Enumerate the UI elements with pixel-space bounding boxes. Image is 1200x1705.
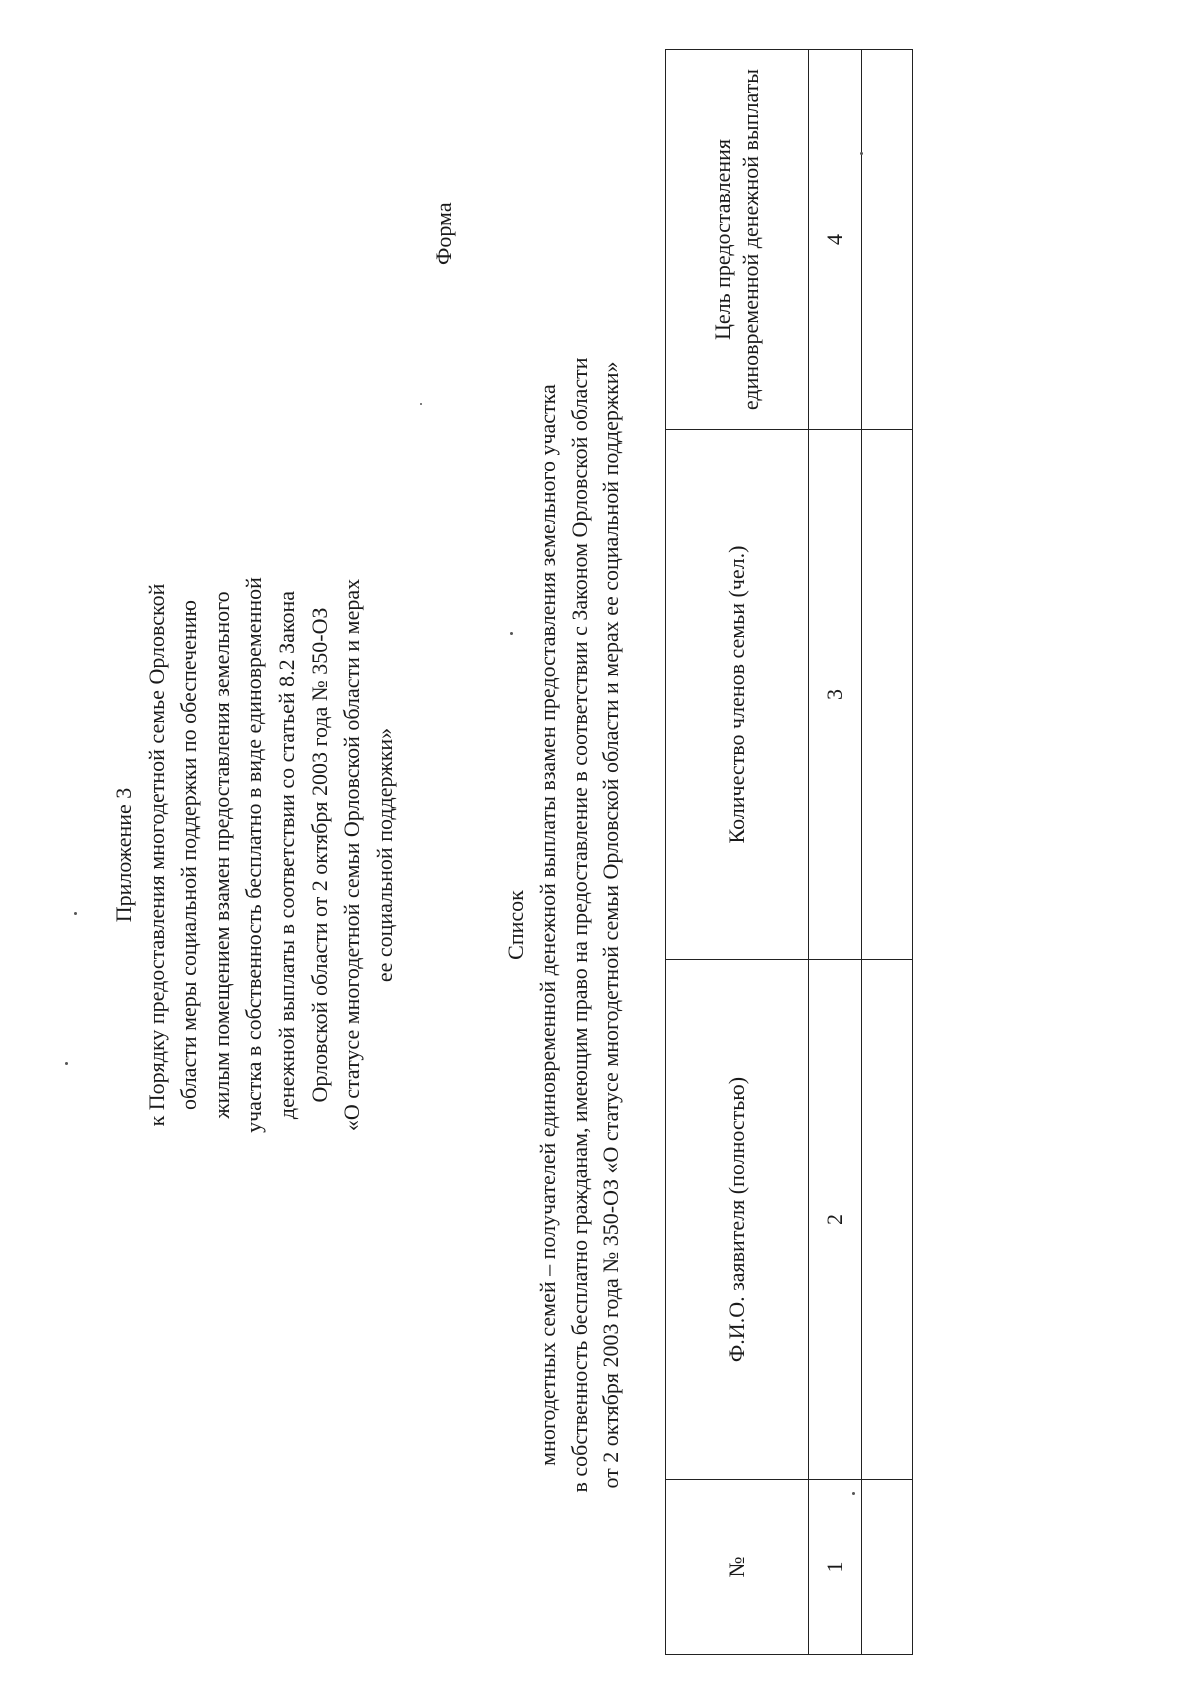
appendix-line: жилым помещением взамен предоставления земельного	[208, 591, 234, 1119]
list-description-line: в собственность бесплатно гражданам, имеющим право на предоставление в соответствии с Законом Орловской области	[566, 357, 592, 1493]
form-label: Форма	[431, 202, 456, 265]
appendix-line: к Порядку предоставления многодетной семье Орловской	[143, 583, 169, 1127]
list-description-line: многодетных семей – получателей единовременной денежной выплаты взамен предоставления земельного участка	[534, 384, 560, 1466]
header-applicant-name: Ф.И.О. заявителя (полностью)	[666, 960, 809, 1480]
table-header-row	[666, 50, 809, 1655]
empty-cell	[862, 960, 913, 1480]
column-numbers-row	[809, 50, 862, 1655]
column-number: 2	[809, 960, 862, 1480]
recipients-table	[665, 49, 913, 1655]
list-heading	[500, 205, 627, 1645]
scan-speck	[860, 152, 863, 155]
column-number: 4	[809, 50, 862, 430]
header-family-members: Количество членов семьи (чел.)	[666, 430, 809, 960]
scan-speck	[510, 632, 513, 635]
appendix-line: «О статусе многодетной семьи Орловской области и мерах	[339, 578, 365, 1132]
column-number: 1	[809, 1480, 862, 1655]
list-description-line: от 2 октября 2003 года № 350-ОЗ «О статусе многодетной семьи Орловской области и мерах ее социальной поддержки»	[598, 361, 624, 1489]
appendix-line: ее социальной поддержки»	[371, 727, 397, 983]
appendix-line: области меры социальной поддержки по обеспечению	[176, 600, 202, 1110]
empty-row	[862, 50, 913, 1655]
header-payment-purpose: Цель предоставления единовременной денежной выплаты	[666, 50, 809, 430]
appendix-heading	[108, 335, 401, 1375]
empty-cell	[862, 50, 913, 430]
scan-speck	[852, 1492, 855, 1495]
empty-cell	[862, 430, 913, 960]
empty-cell	[862, 1480, 913, 1655]
column-number: 3	[809, 430, 862, 960]
appendix-line: участка в собственность бесплатно в виде единовременной	[241, 577, 267, 1133]
scan-speck	[420, 403, 422, 405]
appendix-line: Орловской области от 2 октября 2003 года № 350-ОЗ	[306, 607, 332, 1103]
scan-speck	[65, 1062, 68, 1065]
appendix-line: денежной выплаты в соответствии со статьей 8.2 Закона	[273, 590, 299, 1120]
appendix-title: Приложение 3	[111, 787, 136, 923]
scan-speck	[74, 912, 77, 915]
header-number: №	[666, 1480, 809, 1655]
list-title: Список	[503, 890, 528, 960]
